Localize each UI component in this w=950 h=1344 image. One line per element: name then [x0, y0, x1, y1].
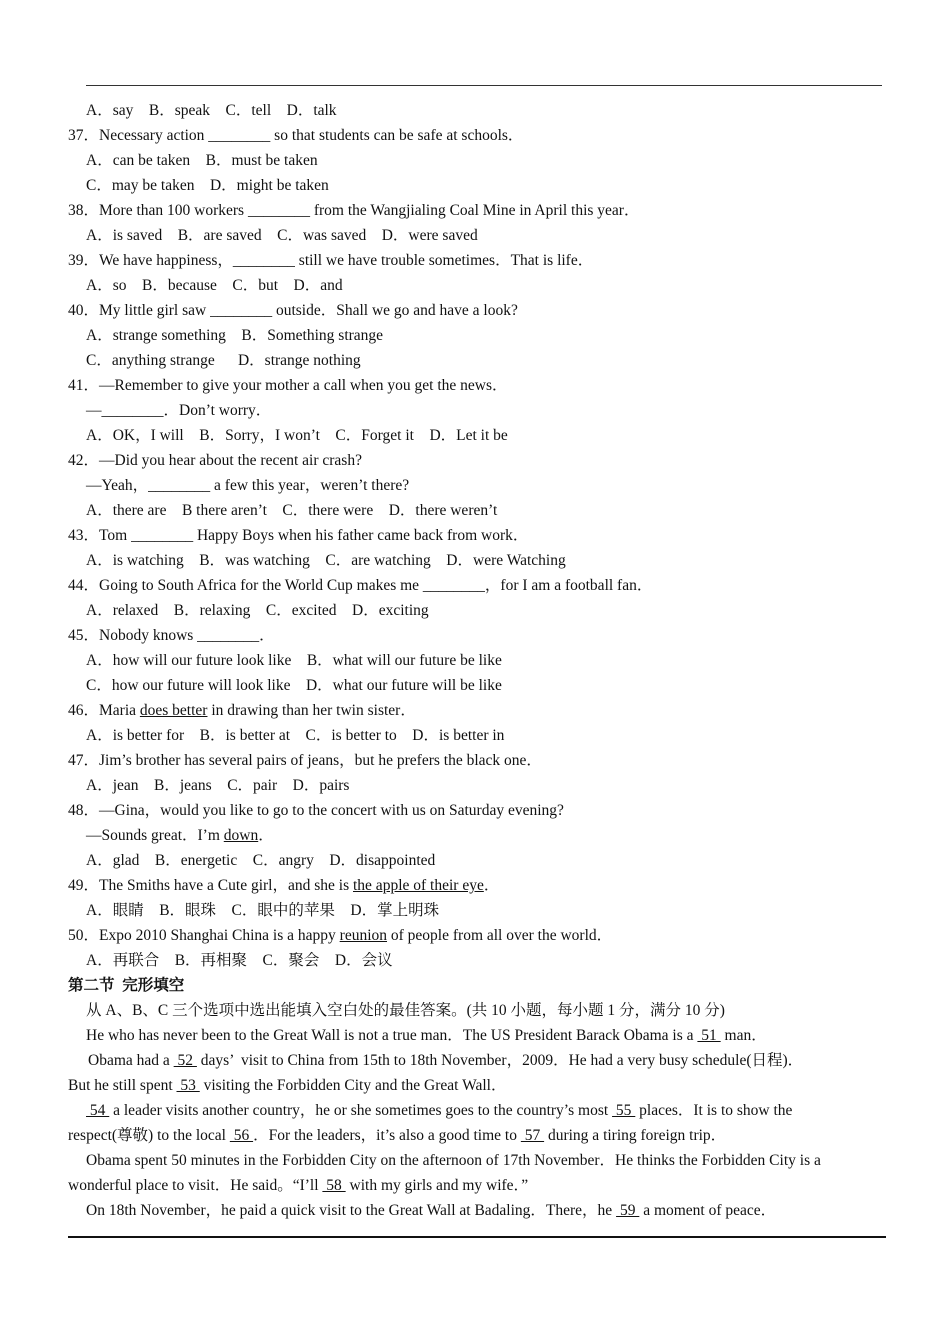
cloze-line-1: He who has never been to the Great Wall is not a true man．The US President Barack Obama is a 51 man．: [86, 1027, 767, 1044]
q40-options-cd: C．anything strange D．strange nothing: [86, 352, 361, 369]
q41-stem: 41．—Remember to give your mother a call when you get the news．: [68, 377, 508, 394]
q40-options-ab: A．strange something B．Something strange: [86, 327, 384, 344]
q42-reply: —Yeah，________ a few this year，weren’t there?: [86, 477, 410, 494]
blank-55: 55: [612, 1102, 636, 1119]
q40-stem: 40．My little girl saw ________ outside．Shall we go and have a look?: [68, 302, 518, 319]
q38-options: A．is saved B．are saved C．was saved D．were saved: [86, 227, 478, 244]
q42-options: A．there are B there aren’t C．there were D．there weren’t: [86, 502, 498, 519]
q48-reply: —Sounds great．I’m down．: [86, 827, 274, 844]
q50-underlined: reunion: [339, 927, 388, 944]
q39-options: A．so B．because C．but D．and: [86, 277, 343, 294]
q50-stem: 50．Expo 2010 Shanghai China is a happy reunion of people from all over the world．: [68, 927, 613, 944]
blank-59: 59: [616, 1202, 640, 1219]
q46-underlined: does better: [139, 702, 208, 719]
q49-options: A．眼睛 B．眼珠 C．眼中的苹果 D．掌上明珠: [86, 902, 440, 919]
q47-stem: 47．Jim’s brother has several pairs of jeans，but he prefers the black one．: [68, 752, 542, 769]
cloze-line-6: Obama spent 50 minutes in the Forbidden City on the afternoon of 17th November．He thinks the Forbidden City is a: [86, 1152, 821, 1169]
header-rule: [86, 85, 882, 86]
q36-options: A．say B．speak C．tell D．talk: [86, 102, 337, 119]
q37-stem: 37．Necessary action ________ so that students can be safe at schools．: [68, 127, 524, 144]
cloze-line-5: respect(尊敬) to the local 56 ．For the leaders，it’s also a good time to 57 during a tiring foreign trip．: [68, 1127, 727, 1144]
blank-58: 58: [322, 1177, 346, 1194]
q47-options: A．jean B．jeans C．pair D．pairs: [86, 777, 350, 794]
blank-56: 56: [229, 1127, 254, 1144]
q49-stem: 49．The Smiths have a Cute girl，and she is the apple of their eye．: [68, 877, 500, 894]
q48-options: A．glad B．energetic C．angry D．disappointed: [86, 852, 436, 869]
q48-stem: 48．—Gina，would you like to go to the concert with us on Saturday evening?: [68, 802, 564, 819]
cloze-line-7: wonderful place to visit．He said。“I’ll 58 with my girls and my wife．”: [68, 1177, 529, 1194]
q37-options-ab: A．can be taken B．must be taken: [86, 152, 318, 169]
blank-51: 51: [697, 1027, 721, 1044]
section-instructions: 从 A、B、C 三个选项中选出能填入空白处的最佳答案。(共 10 小题，每小题 1 分，满分 10 分): [86, 1002, 725, 1019]
blank-53: 53: [176, 1077, 200, 1094]
q44-stem: 44．Going to South Africa for the World Cup makes me ________，for I am a football fan．: [68, 577, 653, 594]
cloze-line-4: 54 a leader visits another country，he or she sometimes goes to the country’s most 55 places．It is to show the: [86, 1102, 793, 1119]
q43-stem: 43．Tom ________ Happy Boys when his father came back from work．: [68, 527, 529, 544]
q39-stem: 39．We have happiness，________ still we have trouble sometimes．That is life．: [68, 252, 594, 269]
cloze-line-8: On 18th November，he paid a quick visit to the Great Wall at Badaling．There，he 59 a moment of peace．: [86, 1202, 777, 1219]
blank-54: 54: [86, 1102, 110, 1119]
q42-stem: 42．—Did you hear about the recent air crash?: [68, 452, 362, 469]
blank-52: 52: [173, 1052, 197, 1069]
q45-options-ab: A．how will our future look like B．what will our future be like: [86, 652, 502, 669]
q49-underlined: the apple of their eye: [353, 877, 484, 894]
q46-options: A．is better for B．is better at C．is better to D．is better in: [86, 727, 505, 744]
q46-stem: 46．Maria does better in drawing than her twin sister．: [68, 702, 416, 719]
cloze-line-3: But he still spent 53 visiting the Forbidden City and the Great Wall．: [68, 1077, 507, 1094]
q37-options-cd: C．may be taken D．might be taken: [86, 177, 329, 194]
q44-options: A．relaxed B．relaxing C．excited D．exciting: [86, 602, 429, 619]
q45-stem: 45．Nobody knows ________．: [68, 627, 275, 644]
q41-reply: —________．Don’t worry．: [86, 402, 272, 419]
footer-rule: [68, 1236, 886, 1238]
cloze-line-2: Obama had a 52 days’ visit to China from 15th to 18th November，2009．He had a very busy schedule(日程)．: [88, 1052, 804, 1069]
blank-57: 57: [520, 1127, 545, 1144]
q48-underlined: down: [223, 827, 259, 844]
q38-stem: 38．More than 100 workers ________ from the Wangjialing Coal Mine in April this year．: [68, 202, 640, 219]
q45-options-cd: C．how our future will look like D．what our future will be like: [86, 677, 502, 694]
q41-options: A．OK，I will B．Sorry，I won’t C．Forget it D．Let it be: [86, 427, 508, 444]
section-heading: 第二节 完形填空: [68, 977, 185, 994]
q50-options: A．再联合 B．再相聚 C．聚会 D．会议: [86, 952, 393, 969]
q43-options: A．is watching B．was watching C．are watching D．were Watching: [86, 552, 566, 569]
